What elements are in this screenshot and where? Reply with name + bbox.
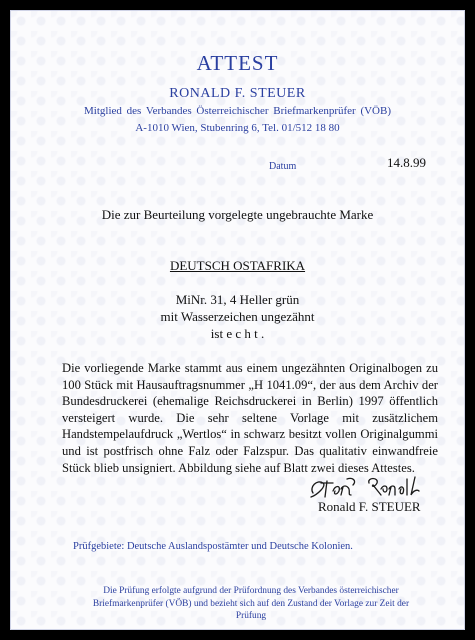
disclaimer-text: Die Prüfung erfolgte aufgrund der Prüfordnung des Verbandes österreichischer Briefmarkenprüfer (VÖB) und bezieht sich auf den Zustand der Vorlage zur Zeit der Prüfung <box>92 586 410 621</box>
address-line: A-1010 Wien, Stubenring 6, Tel. 01/512 18 80 <box>135 122 340 134</box>
certificate-sheet <box>10 10 465 630</box>
certificate-body: Die vorliegende Marke stammt aus einem ungezähnten Originalbogen zu 100 Stück mit Hausauftragsnummer „H 1041.09“, der aus dem Archiv der Bundesdruckerei (ehemalige Reichsdruckerei in Berlin) 1997 öffentlich versteigert wurde. Die sehr seltene Vorlage mit zusätzlichem Handstempelaufdruck „Wertlos“ in schwarz besitzt vollen Originalgummi und ist postfrisch ohne Falz oder Falzspur. Das qualitativ einwandfreie Stück blieb unsigniert. Abbildung siehe auf Blatt zwei dieses Attestes. <box>62 361 438 475</box>
stamp-verdict-line: ist e c h t . <box>210 326 265 341</box>
signer-name: Ronald F. STEUER <box>318 499 421 514</box>
stamp-catalogue-line: MiNr. 31, 4 Heller grün <box>175 292 300 307</box>
certificate-title: ATTEST <box>196 51 279 75</box>
association-line: Mitglied des Verbandes Österreichischer Briefmarkenprüfer (VÖB) <box>84 105 391 117</box>
intro-text: Die zur Beurteilung vorgelegte ungebrauchte Marke <box>101 207 374 222</box>
stamp-territory <box>11 258 464 274</box>
stamp-territory-text: DEUTSCH OSTAFRIKA <box>169 258 306 273</box>
pruefgebiete-line: Prüfgebiete: Deutsche Auslandspostämter und Deutsche Kolonien. <box>73 541 353 552</box>
stamp-variety-line: mit Wasserzeichen ungezähnt <box>160 309 315 324</box>
date-label: Datum <box>269 161 297 172</box>
issuer-name: RONALD F. STEUER <box>169 86 306 101</box>
date-value: 14.8.99 <box>387 155 426 170</box>
